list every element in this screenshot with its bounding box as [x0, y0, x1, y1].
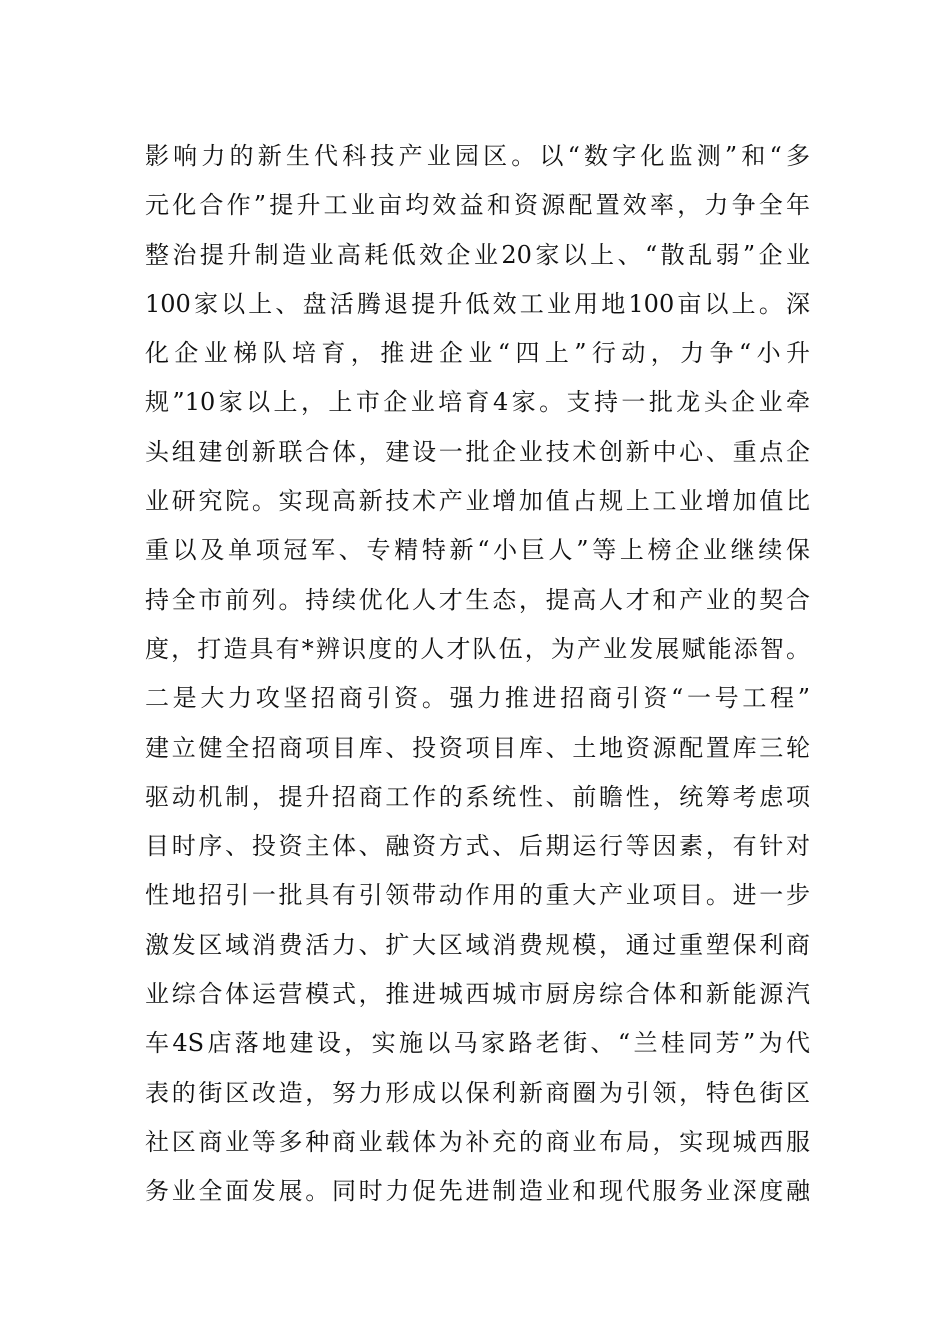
- text-line-19: 车4S店落地建设，实施以马家路老街、“兰桂同芳”为代: [145, 1029, 810, 1058]
- text-line-20: 表的街区改造，努力形成以保利新商圈为引领，特色街区: [145, 1078, 810, 1107]
- text-line-6: 规”10家以上，上市企业培育4家。支持一批龙头企业牵: [145, 388, 810, 417]
- text-line-14: 驱动机制，提升招商工作的系统性、前瞻性，统筹考虑项: [145, 782, 810, 811]
- text-line-8: 业研究院。实现高新技术产业增加值占规上工业增加值比: [145, 487, 810, 516]
- text-line-22: 务业全面发展。同时力促先进制造业和现代服务业深度融: [145, 1177, 810, 1206]
- text-line-12: 二是大力攻坚招商引资。强力推进招商引资“一号工程”: [145, 684, 810, 713]
- text-line-16: 性地招引一批具有引领带动作用的重大产业项目。进一步: [145, 881, 810, 910]
- text-line-2: 元化合作”提升工业亩均效益和资源配置效率，力争全年: [145, 191, 810, 220]
- text-line-4: 100家以上、盘活腾退提升低效工业用地100亩以上。深: [145, 289, 810, 318]
- text-line-18: 业综合体运营模式，推进城西城市厨房综合体和新能源汽: [145, 980, 810, 1009]
- text-line-13: 建立健全招商项目库、投资项目库、土地资源配置库三轮: [145, 733, 810, 762]
- text-line-21: 社区商业等多种商业载体为补充的商业布局，实现城西服: [145, 1127, 810, 1156]
- text-line-10: 持全市前列。持续优化人才生态，提高人才和产业的契合: [145, 585, 810, 614]
- text-line-5: 化企业梯队培育，推进企业“四上”行动，力争“小升: [145, 339, 810, 368]
- text-line-11: 度，打造具有*辨识度的人才队伍，为产业发展赋能添智。: [145, 634, 810, 663]
- text-line-7: 头组建创新联合体，建设一批企业技术创新中心、重点企: [145, 437, 810, 466]
- text-line-3: 整治提升制造业高耗低效企业20家以上、“散乱弱”企业: [145, 240, 810, 269]
- body-text: [145, 132, 810, 1217]
- text-line-17: 激发区域消费活力、扩大区域消费规模，通过重塑保利商: [145, 930, 810, 959]
- text-line-1: 影响力的新生代科技产业园区。以“数字化监测”和“多: [145, 142, 810, 170]
- text-line-9: 重以及单项冠军、专精特新“小巨人”等上榜企业继续保: [145, 536, 810, 565]
- text-line-15: 目时序、投资主体、融资方式、后期运行等因素，有针对: [145, 832, 810, 861]
